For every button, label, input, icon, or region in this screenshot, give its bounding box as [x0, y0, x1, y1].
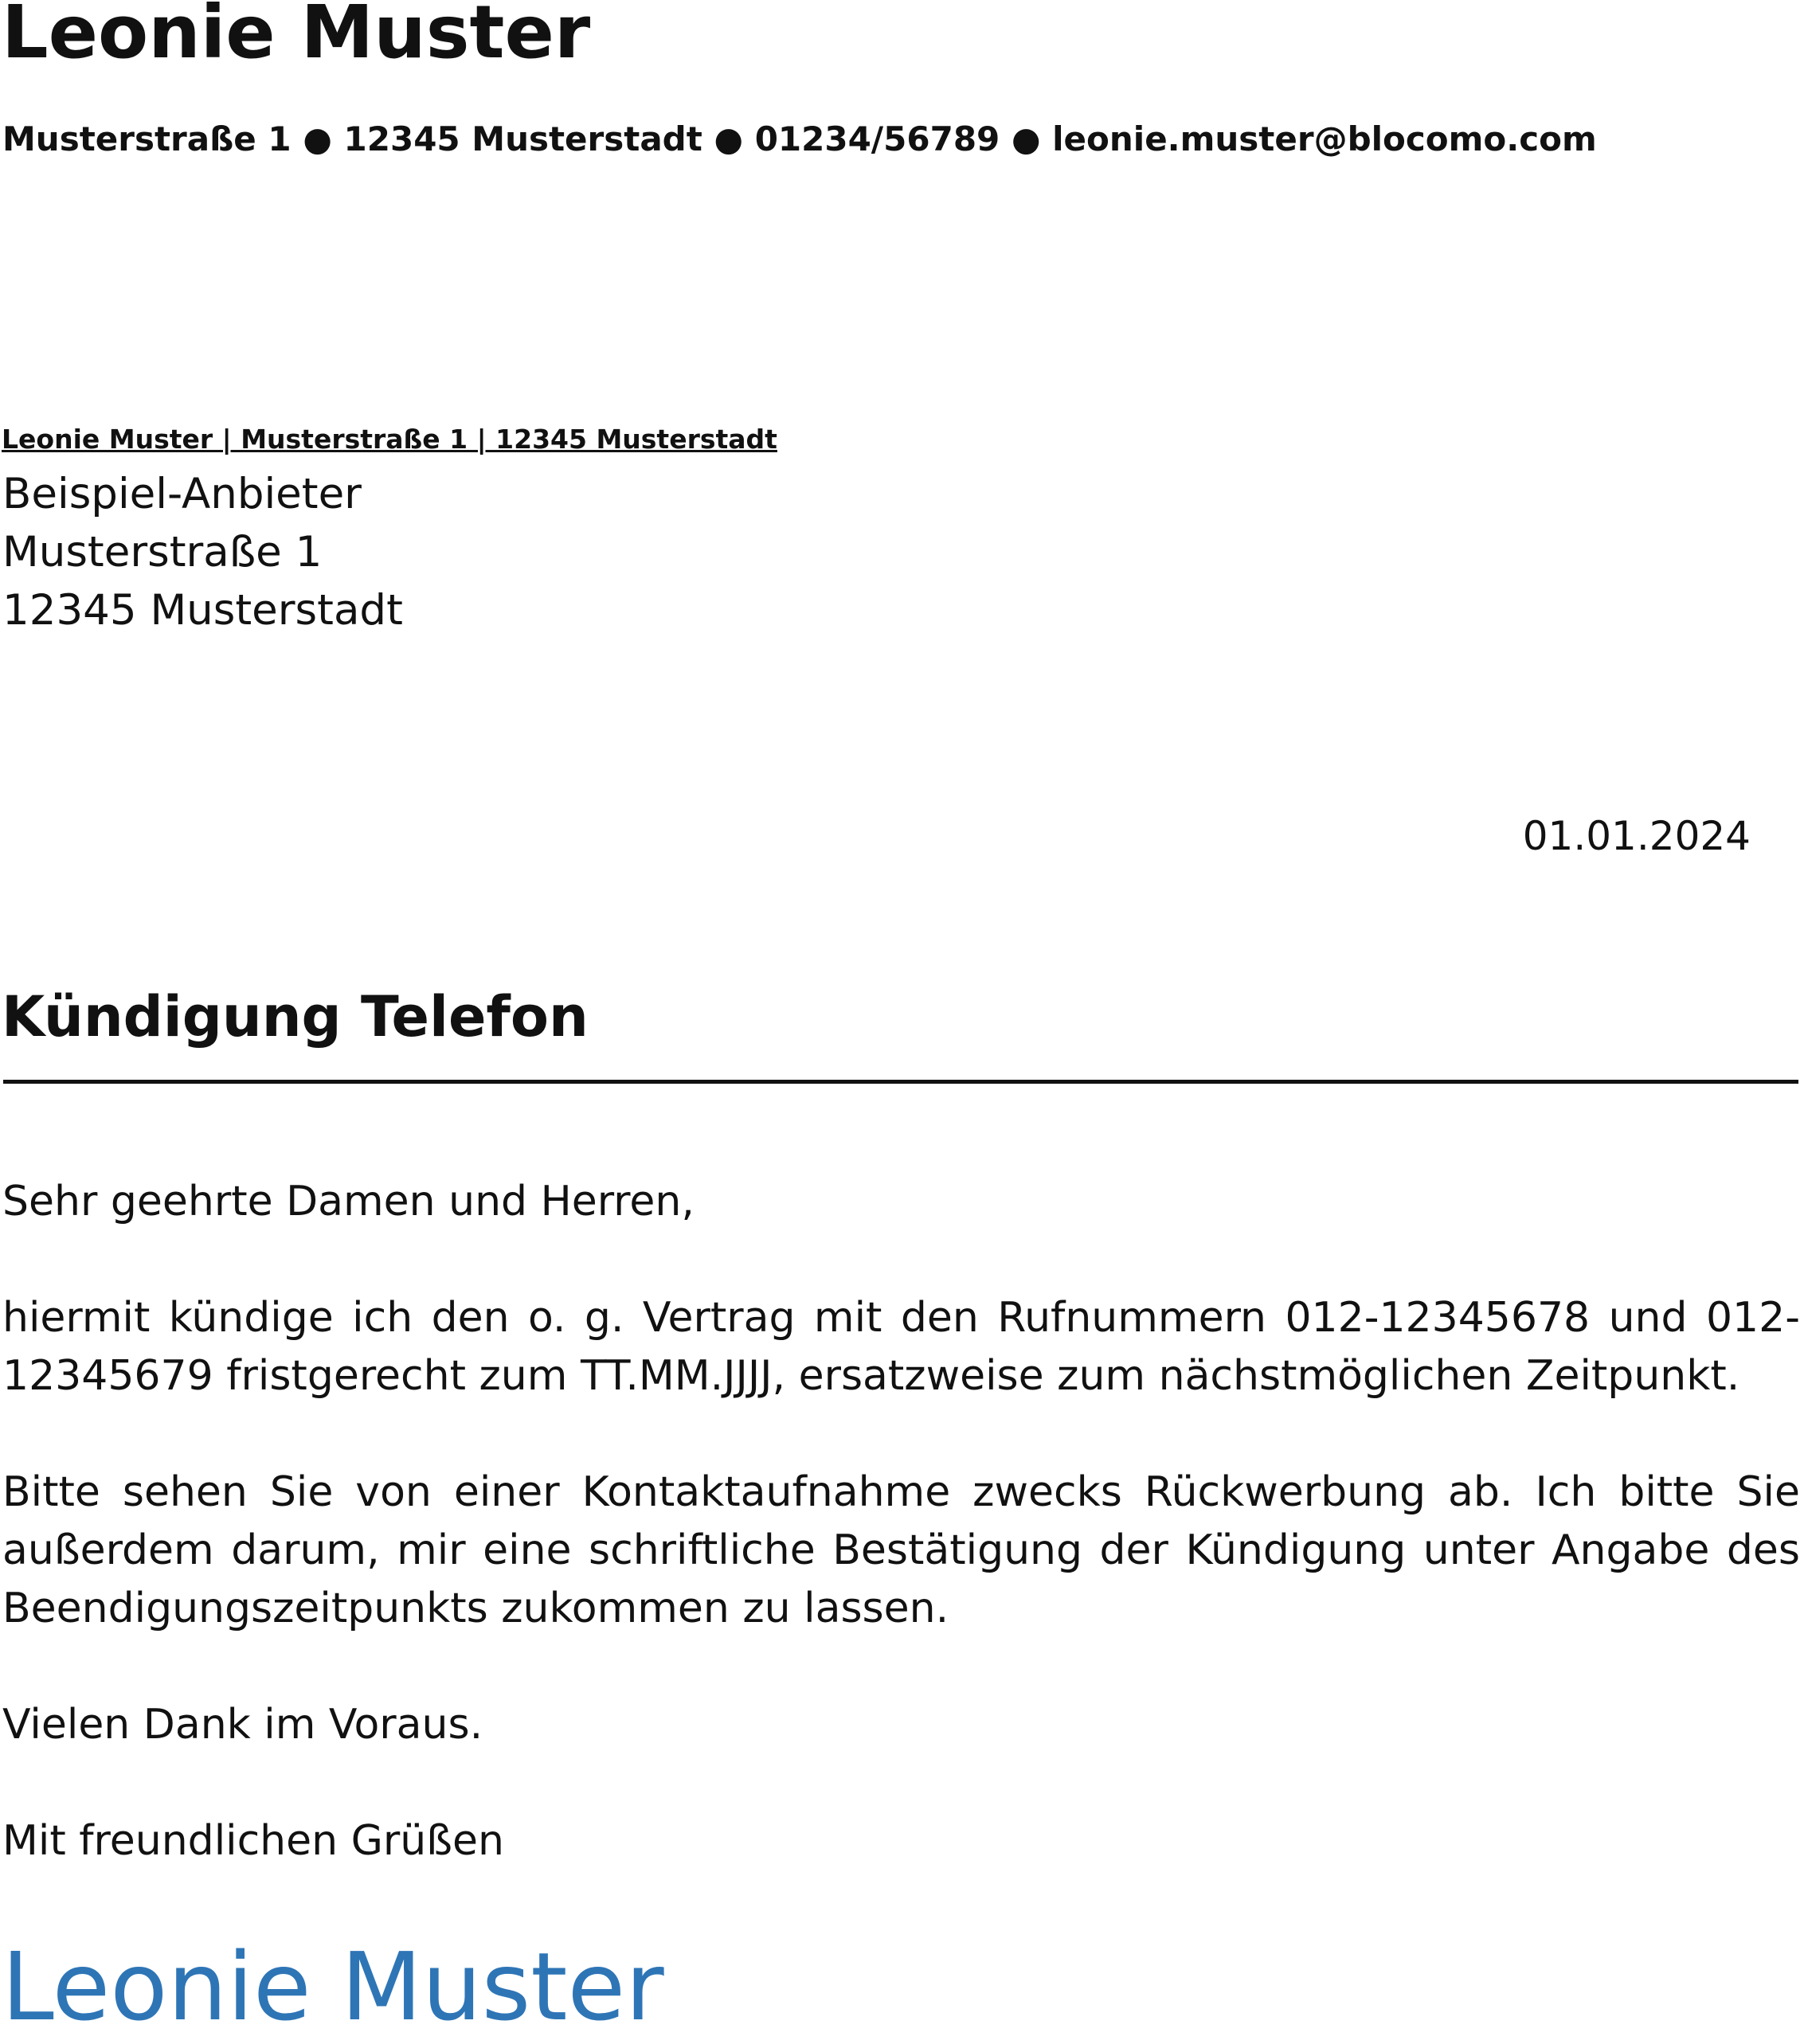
body-paragraph-2: Bitte sehen Sie von einer Kontaktaufnahme zwecks Rückwerbung ab. Ich bitte Sie außerdem darum, mir eine schriftliche Bestätigung der Kündigung unter Angabe des Beendigungszeitpunkts zukommen zu lassen. [2, 1468, 1800, 1632]
recipient-city: 12345 Musterstadt [2, 586, 403, 635]
recipient-street: Musterstraße 1 [2, 528, 323, 576]
sender-name: Leonie Muster [2, 0, 591, 75]
subject-divider [3, 1080, 1798, 1084]
body-paragraph-1: hiermit kündige ich den o. g. Vertrag mit den Rufnummern 012-12345678 und 012-12345679 fristgerecht zum TT.MM.JJJJ, ersatzweise zum nächstmöglichen Zeitpunkt. [2, 1294, 1800, 1400]
salutation: Sehr geehrte Damen und Herren, [2, 1178, 695, 1225]
sender-contact-line: Musterstraße 1 ● 12345 Musterstadt ● 01234/56789 ● leonie.muster@blocomo.com [2, 119, 1597, 158]
closing-line: Mit freundlichen Grüßen [2, 1817, 504, 1865]
recipient-address [2, 465, 403, 639]
signature: Leonie Muster [2, 1932, 664, 2042]
letter-date: 01.01.2024 [1522, 813, 1751, 859]
thanks-line: Vielen Dank im Voraus. [2, 1701, 483, 1749]
recipient-company: Beispiel-Anbieter [2, 470, 362, 518]
return-address-line: Leonie Muster | Musterstraße 1 | 12345 Musterstadt [2, 424, 777, 455]
letter-subject: Kündigung Telefon [2, 984, 589, 1049]
